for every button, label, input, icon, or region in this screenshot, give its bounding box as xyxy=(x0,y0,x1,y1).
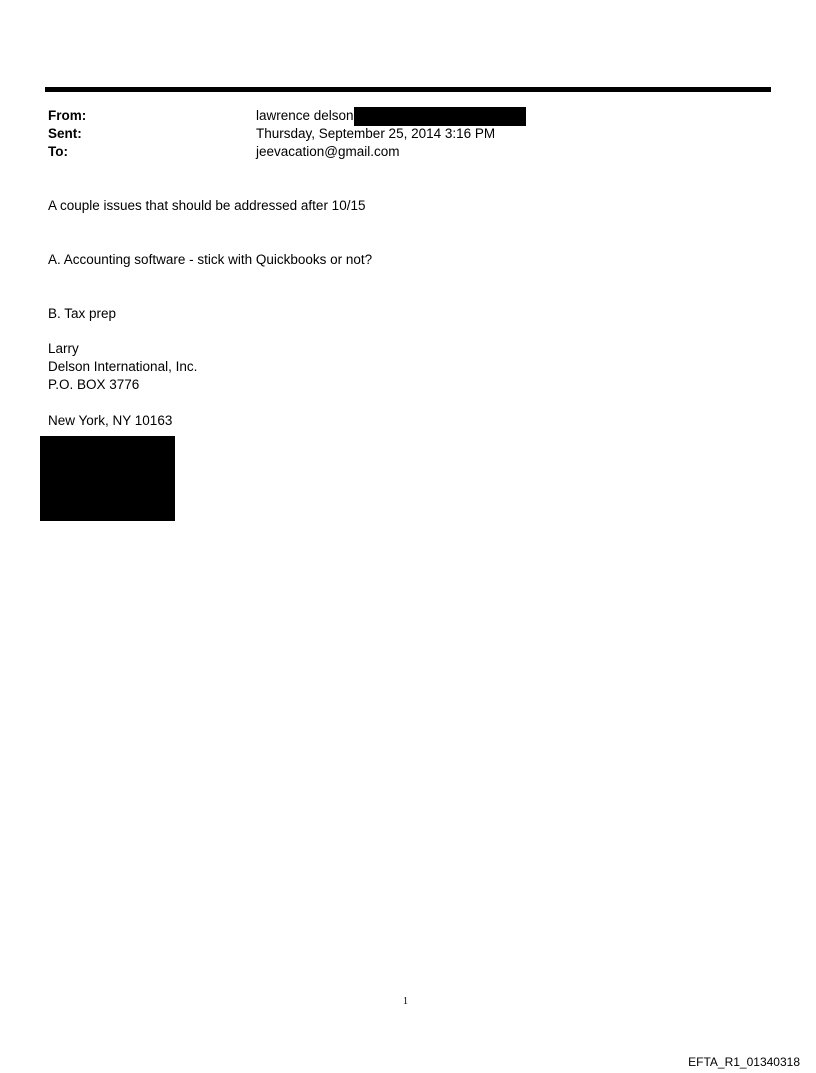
body-item-b: B. Tax prep xyxy=(48,306,117,321)
sent-value: Thursday, September 25, 2014 3:16 PM xyxy=(256,126,496,141)
sent-row xyxy=(48,125,748,143)
redaction-block-signature xyxy=(40,436,175,521)
body-intro: A couple issues that should be addressed after 10/15 xyxy=(48,198,366,213)
signature-city: New York, NY 10163 xyxy=(48,413,173,428)
page-number: 1 xyxy=(403,996,408,1007)
to-value: jeevacation@gmail.com xyxy=(256,144,400,159)
signature-po-box: P.O. BOX 3776 xyxy=(48,377,140,392)
to-label: To: xyxy=(48,144,68,159)
from-value: lawrence delson xyxy=(256,108,354,123)
body-item-a: A. Accounting software - stick with Quickbooks or not? xyxy=(48,252,373,267)
signature-name: Larry xyxy=(48,341,79,356)
from-label: From: xyxy=(48,108,87,123)
to-row xyxy=(48,143,748,161)
sent-label: Sent: xyxy=(48,126,82,141)
document-id: EFTA_R1_01340318 xyxy=(688,1055,800,1069)
signature-company: Delson International, Inc. xyxy=(48,359,198,374)
header-divider-rule xyxy=(45,87,771,92)
redaction-bar-email xyxy=(354,107,526,126)
